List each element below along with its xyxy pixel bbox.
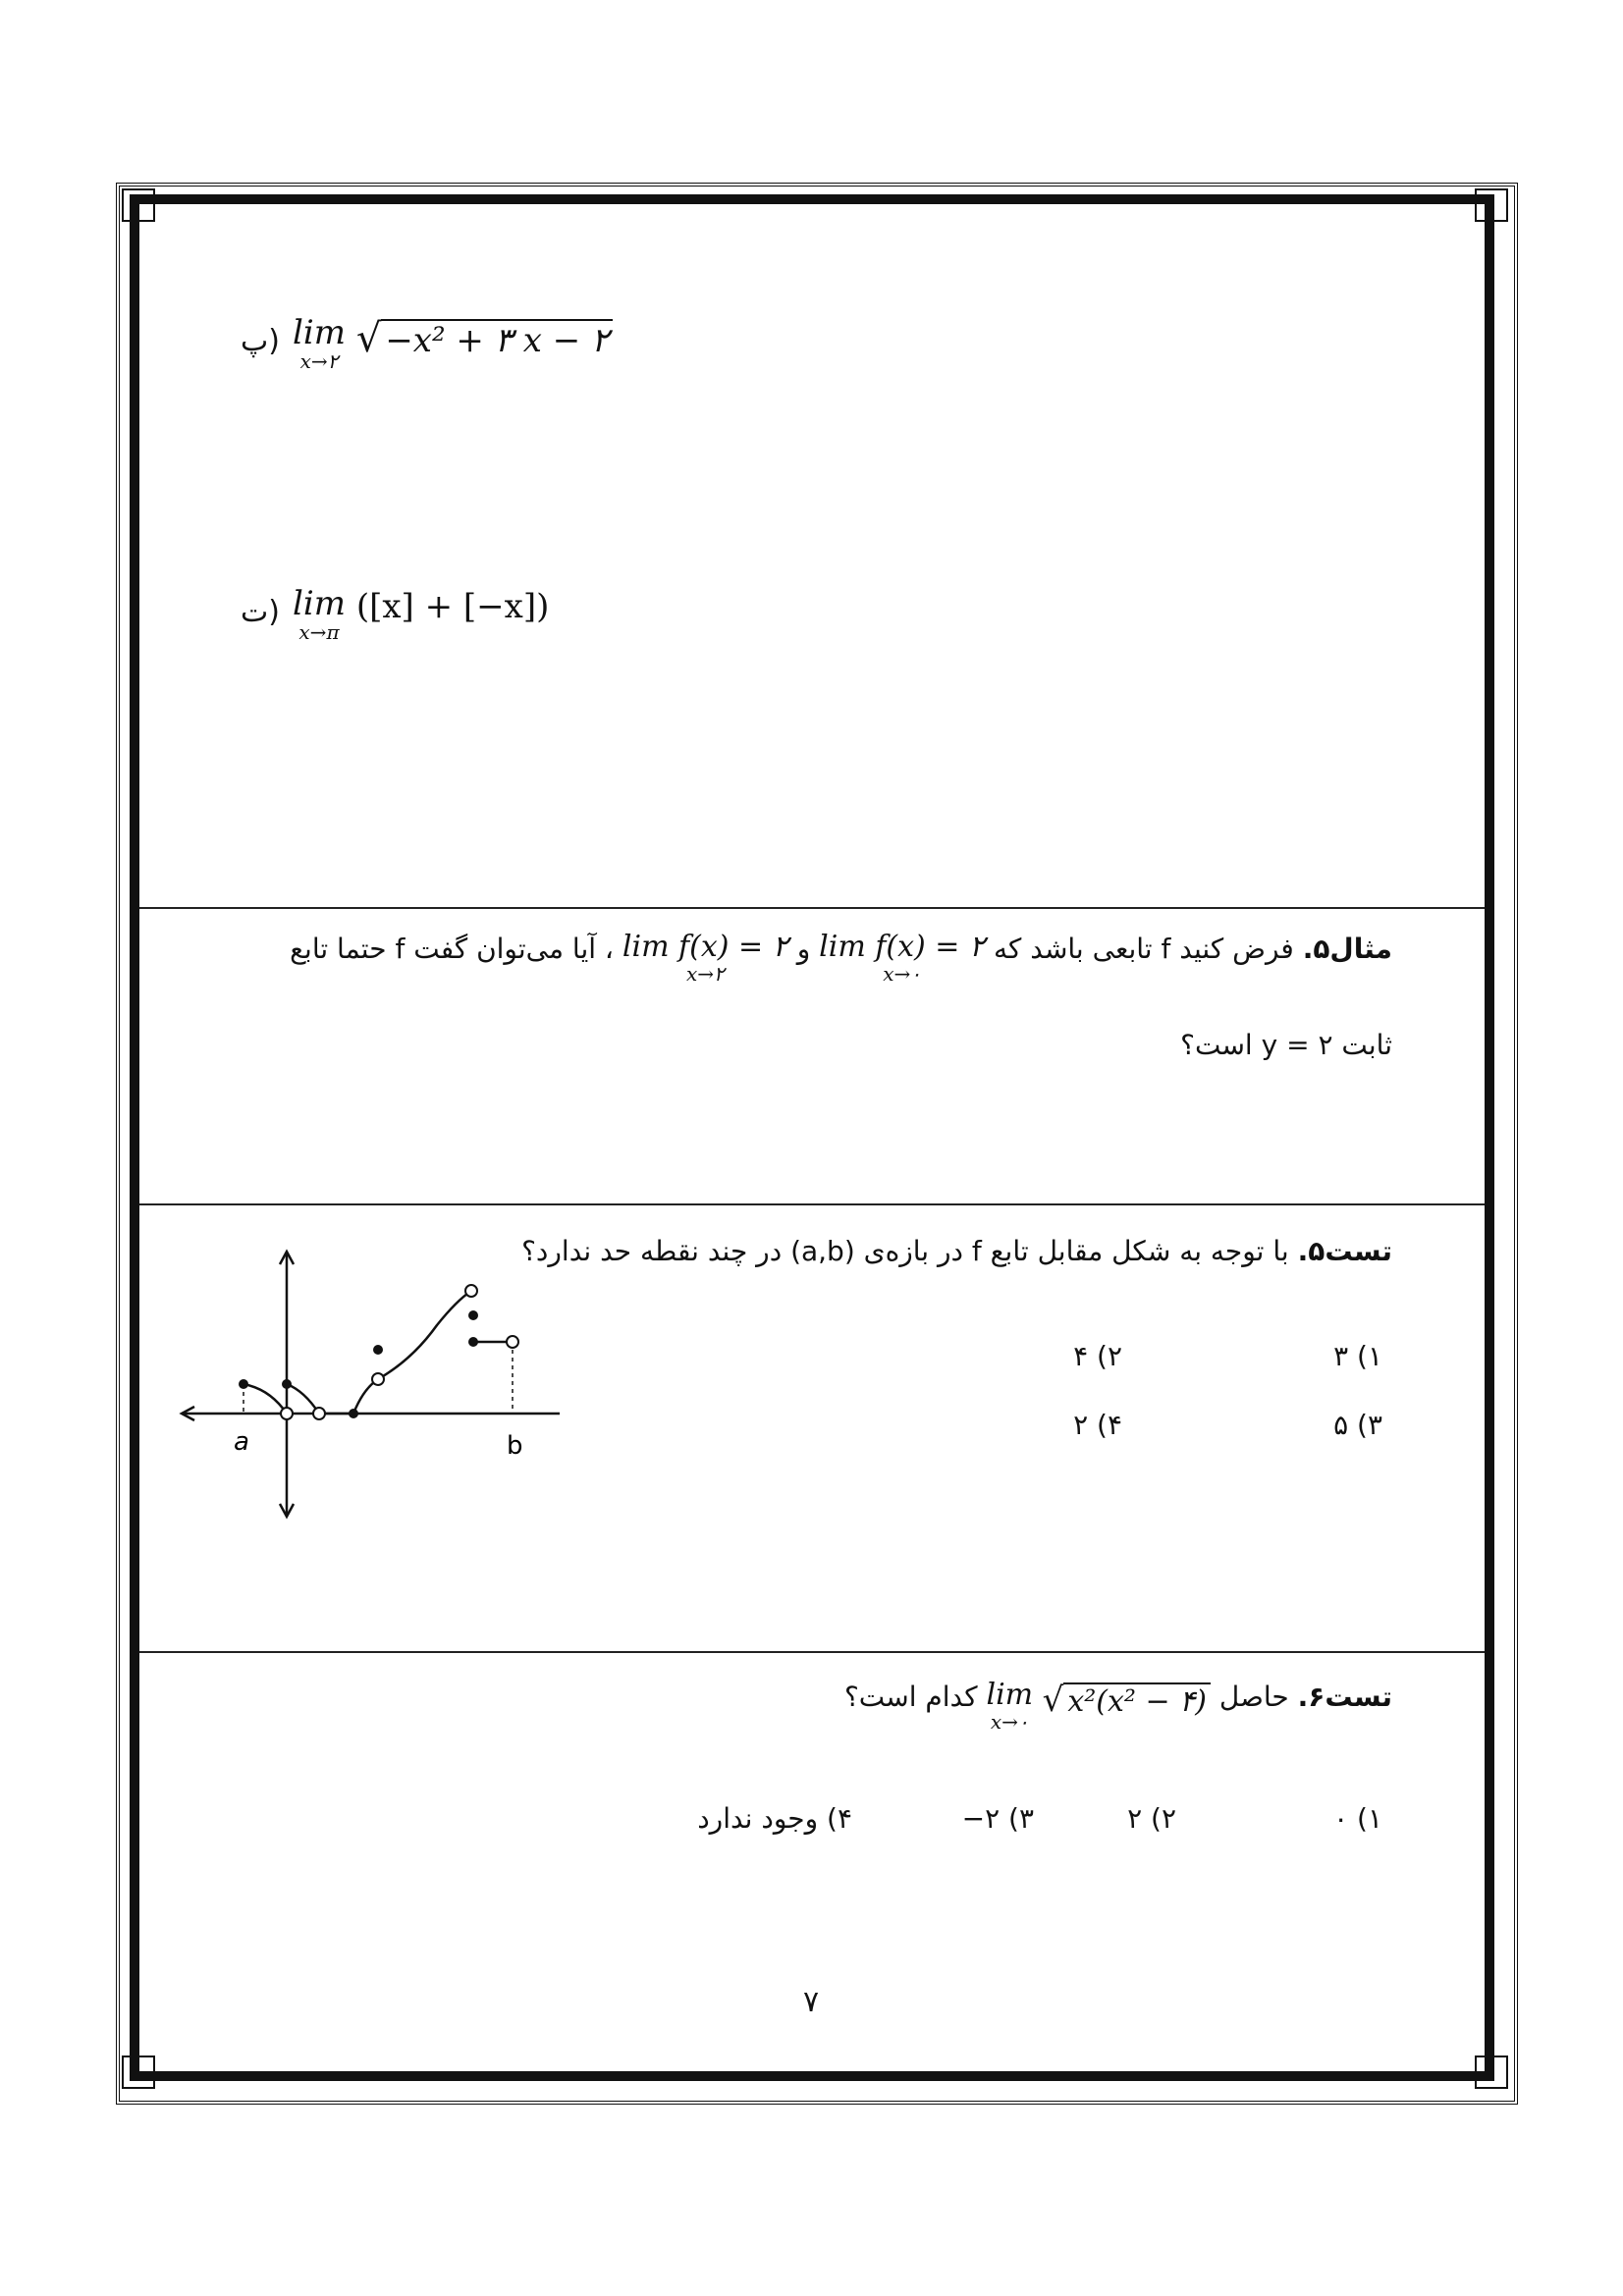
- example5-lim2-sub: x→۲: [685, 962, 725, 986]
- example5-title: مثال۵.: [1302, 933, 1392, 965]
- open-point: [507, 1336, 518, 1348]
- item-label-t: ت): [241, 595, 280, 629]
- test5-option-4[interactable]: ۴) ۲: [1073, 1409, 1122, 1441]
- test5-question: با توجه به شکل مقابل تابع f در بازه‌ی (a,b) در چند نقطه حد ندارد؟: [521, 1235, 1289, 1267]
- frame-corner-ornament: [122, 2056, 155, 2089]
- graph-label-a: a: [234, 1427, 249, 1457]
- example5-line2: ثابت y = ۲ است؟: [1180, 1029, 1392, 1061]
- test5-option-2[interactable]: ۲) ۴: [1073, 1340, 1122, 1372]
- example5-lim2: lim f(x) = ۲: [622, 930, 788, 964]
- example5-line1: [290, 930, 1392, 986]
- filled-point: [349, 1409, 358, 1418]
- test5-question-line: [521, 1235, 1392, 1267]
- open-point: [313, 1408, 325, 1419]
- test6-radicand: x²(x² − ۴): [1063, 1682, 1211, 1719]
- test6-suffix: کدام است؟: [843, 1681, 978, 1713]
- filled-point: [468, 1310, 478, 1320]
- lim-word: lim: [293, 584, 346, 623]
- example5-lim1: lim f(x) = ۲: [819, 930, 986, 964]
- example5-text-a: فرض کنید f تابعی باشد که: [994, 933, 1294, 965]
- test6-title: تست۶.: [1297, 1681, 1392, 1713]
- example5-text-b: ، آیا می‌توان گفت f حتما تابع: [290, 933, 614, 965]
- lim-subscript: x→π: [298, 620, 340, 644]
- test6-prefix: حاصل: [1218, 1681, 1289, 1713]
- limit-argument: ([x] + [−x]): [355, 587, 550, 626]
- example5-and: و: [796, 933, 811, 965]
- curve-segment-5: [378, 1291, 471, 1379]
- test5-option-1[interactable]: ۱) ۳: [1333, 1340, 1382, 1372]
- page-number: ۷: [803, 1985, 820, 2019]
- test6-option-2[interactable]: ۲) ۲: [1127, 1802, 1176, 1835]
- filled-point: [282, 1379, 292, 1389]
- test5-function-graph: [177, 1232, 569, 1526]
- item-label-p: پ): [241, 324, 280, 358]
- radicand: −x² + ۳ x − ۲: [381, 319, 613, 360]
- example5-lim1-sub: x→۰: [883, 962, 922, 986]
- test6-option-3[interactable]: ۳) ۲−: [961, 1802, 1034, 1835]
- limit-expression-t: [293, 584, 550, 644]
- test5-title: تست۵.: [1297, 1235, 1392, 1267]
- lim-subscript: x→۲: [299, 349, 339, 373]
- frame-corner-ornament: [1475, 188, 1508, 222]
- test6-option-4[interactable]: ۴) وجود ندارد: [697, 1802, 852, 1835]
- test6-lim-sub: x→۰: [990, 1710, 1029, 1734]
- section-divider: [139, 1651, 1485, 1653]
- frame-corner-ornament: [1475, 2056, 1508, 2089]
- open-point: [465, 1285, 477, 1297]
- open-point: [372, 1373, 384, 1385]
- test5-option-3[interactable]: ۳) ۵: [1333, 1409, 1382, 1441]
- test6-lim-word: lim: [986, 1678, 1034, 1712]
- test6-question-line: تست۶. حاصل lim x→۰ √ x²(x² − ۴) کدام است؟: [843, 1678, 1392, 1734]
- test6-option-1[interactable]: ۱) ۰: [1333, 1802, 1382, 1835]
- page-frame: [130, 194, 1494, 2081]
- limit-expression-p: lim x→۲ √ −x² + ۳ x − ۲: [293, 316, 613, 371]
- filled-point: [373, 1345, 383, 1355]
- section-divider: [139, 907, 1485, 909]
- frame-corner-ornament: [122, 188, 155, 222]
- curve-segment-1: [243, 1384, 287, 1414]
- graph-label-b: b: [507, 1431, 523, 1461]
- filled-point: [239, 1379, 248, 1389]
- open-point: [281, 1408, 293, 1419]
- filled-point: [468, 1337, 478, 1347]
- lim-word: lim: [293, 313, 346, 352]
- section-divider: [139, 1203, 1485, 1205]
